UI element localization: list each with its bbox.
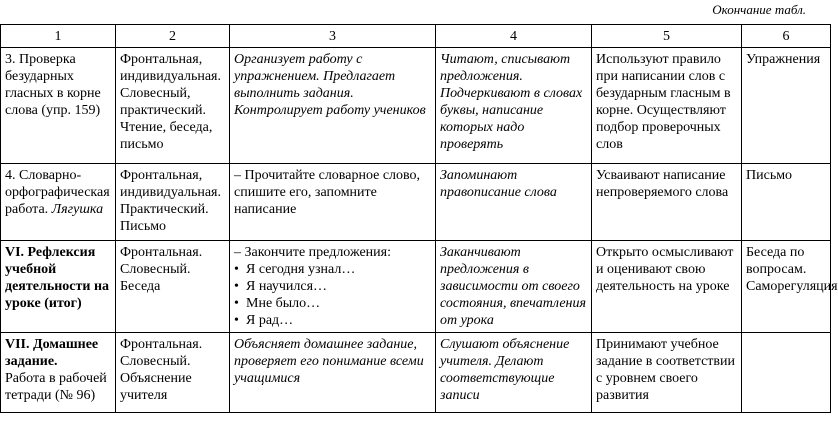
header-row (1, 25, 831, 48)
table-row (1, 333, 831, 413)
table-row (1, 164, 831, 241)
stage-cell: VI. Рефлексия учебной деятельности на уроке (итог) (1, 241, 116, 333)
table-caption: Окончание табл. (712, 2, 806, 17)
control-cell: Упражнения (742, 48, 831, 164)
uud-cell: Усваивают написание непроверяемого слова (592, 164, 742, 241)
table-row (1, 241, 831, 333)
teacher-activity-cell: Объясняет домашнее задание, проверяет его понимание всеми учащимися (230, 333, 436, 413)
teacher-activity-cell: Организует работу с упражнением. Предлагает выполнить задания. Контролирует работу учеников (230, 48, 436, 164)
header-cell: 3 (230, 25, 436, 48)
lesson-table (0, 24, 838, 413)
list-item: • Я научился… (246, 278, 431, 295)
uud-cell: Принимают учебное задание в соответствии с уровнем своего развития (592, 333, 742, 413)
student-activity-cell: Слушают объяснение учителя. Делают соответствующие записи (436, 333, 592, 413)
header-cell: 4 (436, 25, 592, 48)
header-cell: 5 (592, 25, 742, 48)
teacher-activity-cell: – Прочитайте словарное слово, спишите его, запомните написание (230, 164, 436, 241)
list-item: • Мне было… (246, 295, 431, 312)
student-activity-cell: Читают, списывают предложения. Подчеркивают в словах буквы, написание которых надо проверять (436, 48, 592, 164)
student-activity-cell: Заканчивают предложения в зависимости от своего состояния, впечатления от урока (436, 241, 592, 333)
prompt-list (234, 261, 431, 329)
uud-cell: Используют правило при написании слов с безударным гласным в корне. Осуществляют подбор проверочных слов (592, 48, 742, 164)
teacher-activity-cell (230, 241, 436, 333)
form-cell: Фронтальная. Словесный. Беседа (116, 241, 230, 333)
stage-cell: 3. Проверка безударных гласных в корне слова (упр. 159) (1, 48, 116, 164)
table-row (1, 48, 831, 164)
list-item: • Я рад… (246, 312, 431, 329)
stage-title: VII. Домашнее задание. (5, 337, 99, 369)
control-cell: Беседа по вопросам. Саморегуляция (742, 241, 831, 333)
control-cell (742, 333, 831, 413)
header-cell: 1 (1, 25, 116, 48)
stage-word: Лягушка (51, 202, 104, 217)
form-cell: Фронтальная, индивидуальная. Практический. Письмо (116, 164, 230, 241)
control-cell: Письмо (742, 164, 831, 241)
list-item: • Я сегодня узнал… (246, 261, 431, 278)
student-activity-cell: Запоминают правописание слова (436, 164, 592, 241)
stage-text: 4. Словарно-орфографическая работа. (5, 168, 110, 217)
form-cell: Фронтальная, индивидуальная. Словесный, практический. Чтение, беседа, письмо (116, 48, 230, 164)
prompt-intro: – Закончите предложения: (234, 245, 391, 260)
stage-cell (1, 333, 116, 413)
form-cell: Фронтальная. Словесный. Объяснение учителя (116, 333, 230, 413)
stage-cell (1, 164, 116, 241)
uud-cell: Открыто осмысливают и оценивают свою деятельность на уроке (592, 241, 742, 333)
header-cell: 6 (742, 25, 831, 48)
stage-text: Работа в рабочей тетради (№ 96) (5, 371, 107, 403)
header-cell: 2 (116, 25, 230, 48)
